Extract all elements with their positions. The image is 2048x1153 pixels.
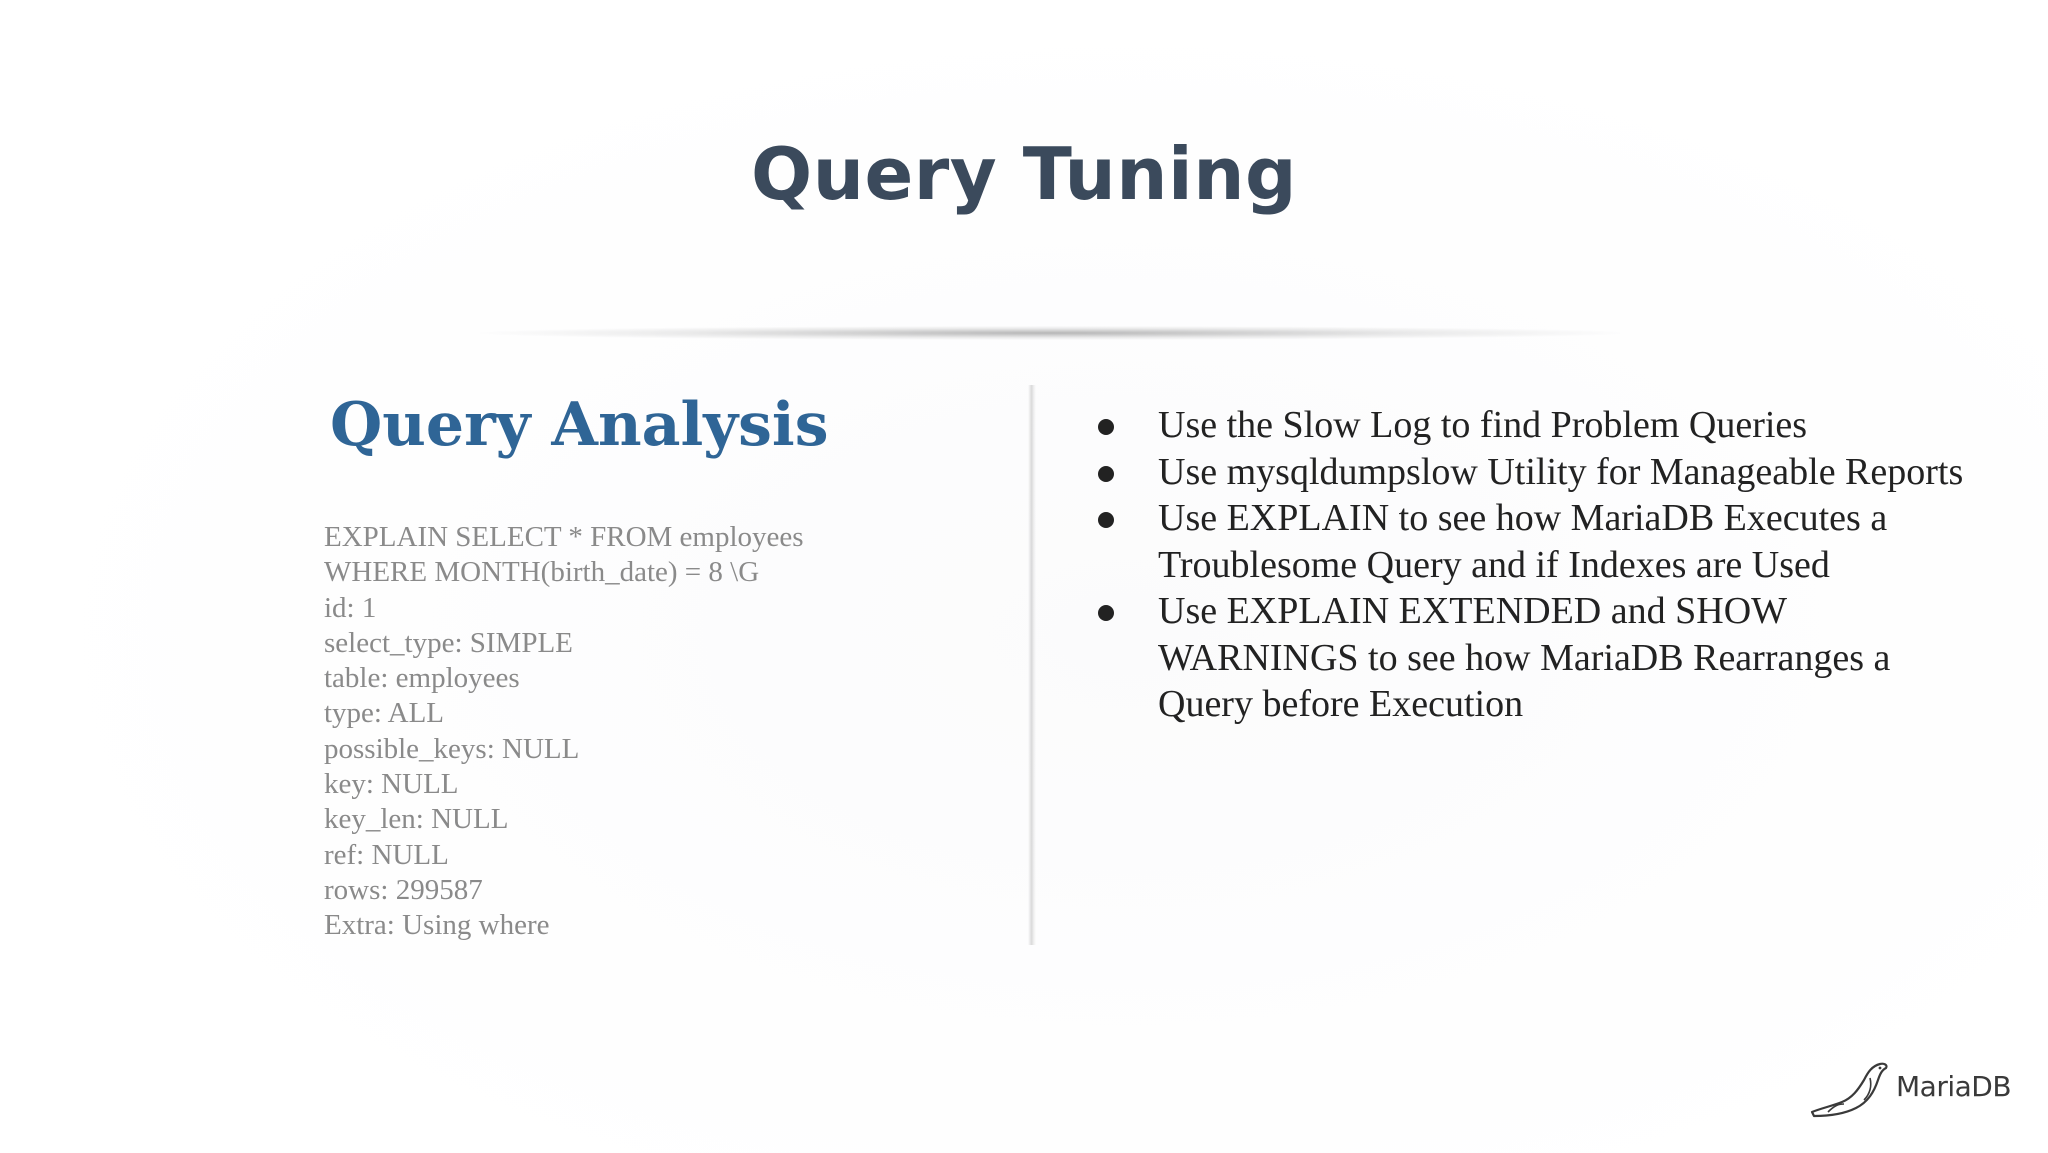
code-line: key: NULL (324, 768, 459, 801)
bullet-text: Use mysqldumpslow Utility for Manageable Reports (1158, 450, 1964, 493)
code-line: rows: 299587 (324, 873, 483, 906)
explain-output (324, 520, 804, 944)
code-line: possible_keys: NULL (324, 732, 580, 765)
code-line: id: 1 (324, 591, 377, 624)
seal-icon (1808, 1056, 1898, 1122)
code-line: WHERE MONTH(birth_date) = 8 \G (324, 556, 760, 589)
bullet-text: Use EXPLAIN to see how MariaDB Executes a Troublesome Query and if Indexes are Used (1158, 497, 1888, 586)
code-line: ref: NULL (324, 838, 449, 871)
column-divider (1028, 385, 1036, 945)
code-line: type: ALL (324, 697, 445, 730)
bullet-list (1090, 402, 1990, 728)
slide-title: Query Tuning (751, 132, 1297, 216)
code-line: Extra: Using where (324, 909, 550, 942)
bullet-icon (1098, 419, 1114, 435)
code-line: EXPLAIN SELECT * FROM employees (324, 521, 804, 553)
code-line: key_len: NULL (324, 803, 509, 836)
bullet-text: Use EXPLAIN EXTENDED and SHOW WARNINGS to see how MariaDB Rearranges a Query before Execution (1158, 590, 1891, 725)
code-line: select_type: SIMPLE (324, 626, 573, 659)
list-item (1090, 402, 1990, 449)
code-line: table: employees (324, 662, 520, 695)
bullet-text: Use the Slow Log to find Problem Queries (1158, 404, 1808, 446)
section-heading: Query Analysis (330, 390, 829, 460)
logo-text: MariaDB (1896, 1070, 2012, 1103)
list-item (1090, 449, 1990, 496)
bullet-icon (1098, 605, 1114, 621)
mariadb-logo (1808, 1056, 2012, 1122)
list-item (1090, 588, 1990, 728)
title-underline-shadow (480, 326, 1620, 340)
bullet-icon (1098, 466, 1114, 482)
list-item (1090, 495, 1990, 588)
bullet-icon (1098, 512, 1114, 528)
